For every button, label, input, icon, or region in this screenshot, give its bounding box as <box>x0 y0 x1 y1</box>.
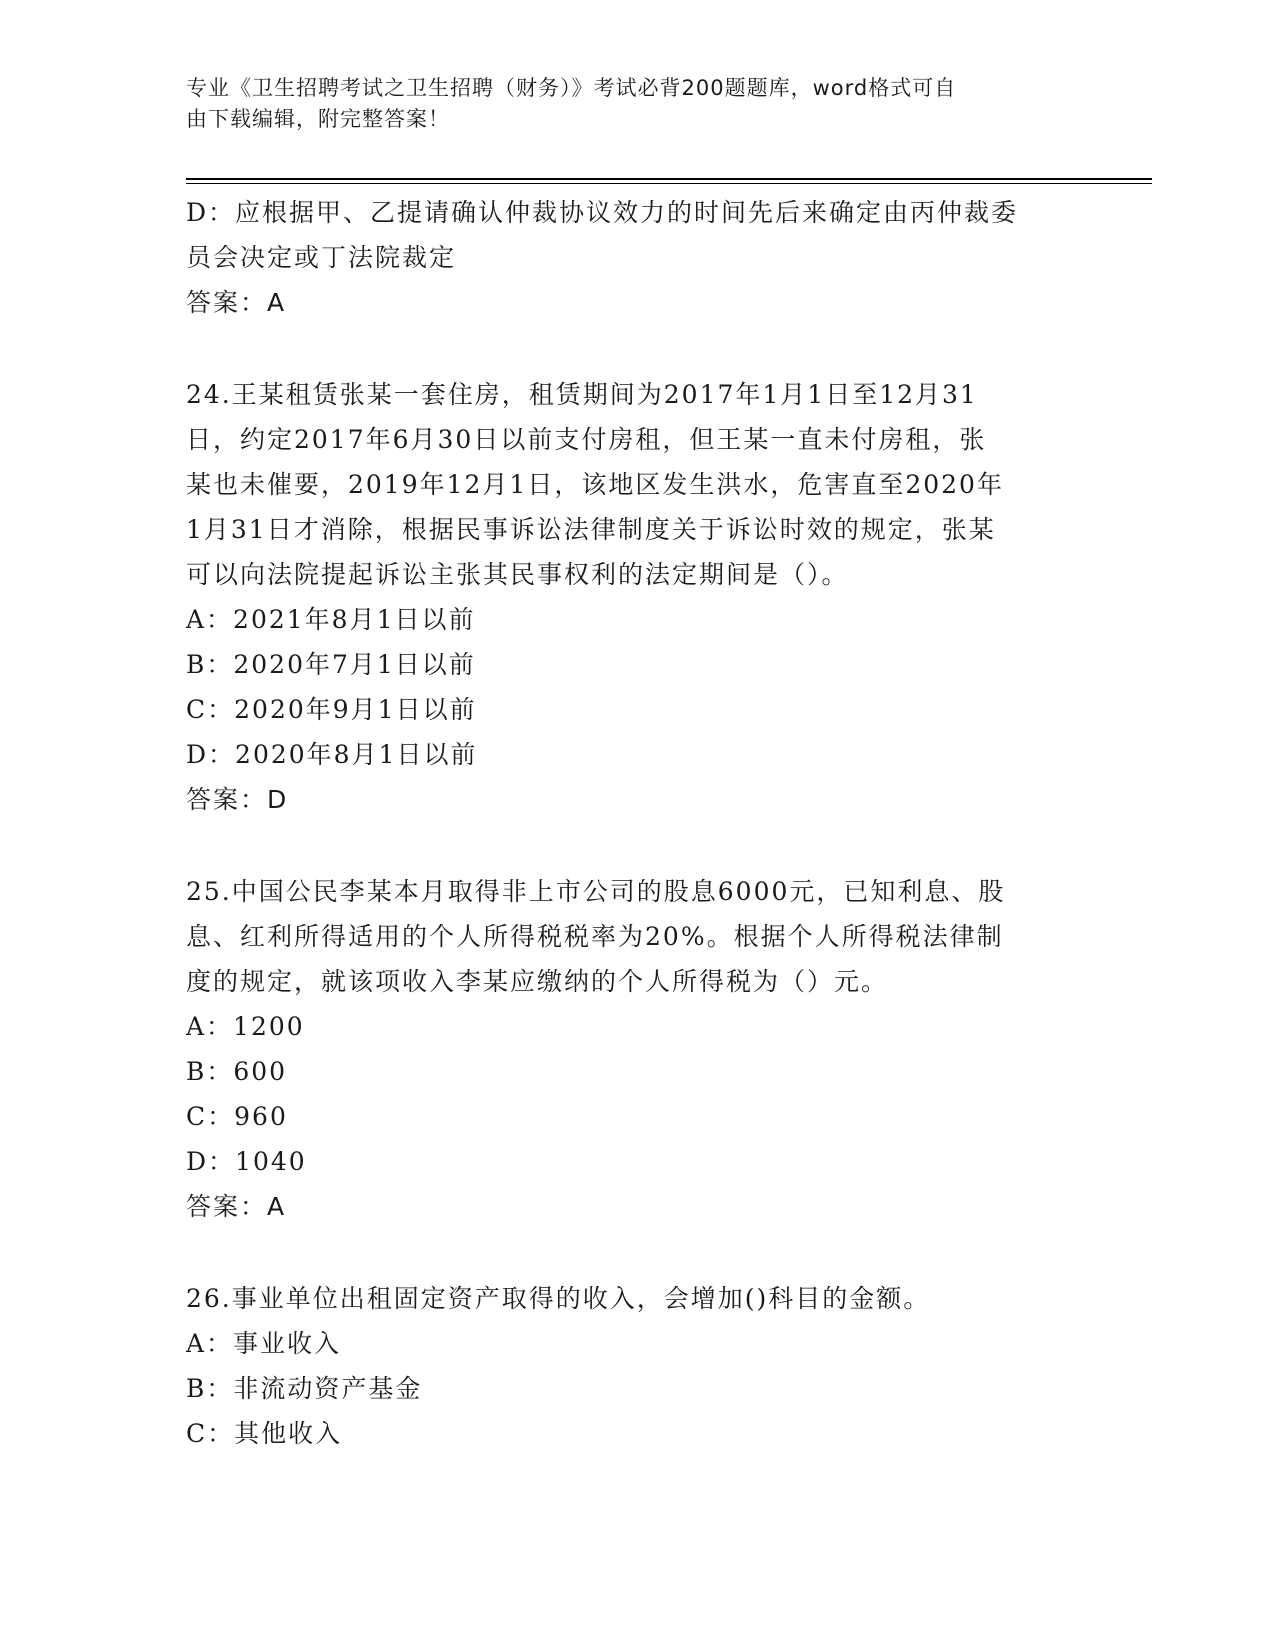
option-d: D：2020年8月1日以前 <box>186 740 478 769</box>
answer-line: 答案：D <box>186 785 289 814</box>
option-d-line: D：应根据甲、乙提请确认仲裁协议效力的时间先后来确定由丙仲裁委 <box>186 198 1019 227</box>
question-stem-line: 可以向法院提起诉讼主张其民事权利的法定期间是（）。 <box>186 560 849 589</box>
option-a: A：事业收入 <box>186 1329 342 1358</box>
question-stem-line: 25.中国公民李某本月取得非上市公司的股息6000元，已知利息、股 <box>186 877 1006 906</box>
option-d: D：1040 <box>186 1147 307 1176</box>
answer-line: 答案：A <box>186 288 287 317</box>
spacer <box>186 1229 1086 1276</box>
question-stem-line: 1月31日才消除，根据民事诉讼法律制度关于诉讼时效的规定，张某 <box>186 515 996 544</box>
header-line-2: 由下载编辑，附完整答案！ <box>186 107 450 131</box>
question-stem-line: 26.事业单位出租固定资产取得的收入，会增加()科目的金额。 <box>186 1284 931 1313</box>
question-stem-line: 日，约定2017年6月30日以前支付房租，但王某一直未付房租，张 <box>186 425 987 454</box>
question-stem-line: 某也未催要，2019年12月1日，该地区发生洪水，危害直至2020年 <box>186 470 1004 499</box>
option-a: A：2021年8月1日以前 <box>186 605 476 634</box>
option-c: C：其他收入 <box>186 1419 343 1448</box>
document-header <box>186 73 1086 135</box>
header-line-1: 专业《卫生招聘考试之卫生招聘（财务）》考试必背200题题库，word格式可自 <box>186 76 957 100</box>
answer-line: 答案：A <box>186 1192 287 1221</box>
option-c: C：2020年9月1日以前 <box>186 695 477 724</box>
question-stem-line: 息、红利所得适用的个人所得税税率为20%。根据个人所得税法律制 <box>186 922 1004 951</box>
spacer <box>186 325 1086 372</box>
question-stem-line: 度的规定，就该项收入李某应缴纳的个人所得税为（）元。 <box>186 967 889 996</box>
document-body <box>186 190 1086 1456</box>
option-b: B：600 <box>186 1057 288 1086</box>
question-26 <box>186 1276 1086 1456</box>
question-stem-line: 24.王某租赁张某一套住房，租赁期间为2017年1月1日至12月31 <box>186 380 978 409</box>
header-rule-thick <box>186 178 1152 180</box>
option-c: C：960 <box>186 1102 288 1131</box>
option-b: B：2020年7月1日以前 <box>186 650 476 679</box>
option-a: A：1200 <box>186 1012 305 1041</box>
question-24 <box>186 372 1086 822</box>
option-d-line: 员会决定或丁法院裁定 <box>186 243 457 272</box>
option-b: B：非流动资产基金 <box>186 1374 423 1403</box>
header-rule-thin <box>186 183 1152 184</box>
spacer <box>186 822 1086 869</box>
prev-question <box>186 190 1086 325</box>
question-25 <box>186 869 1086 1229</box>
